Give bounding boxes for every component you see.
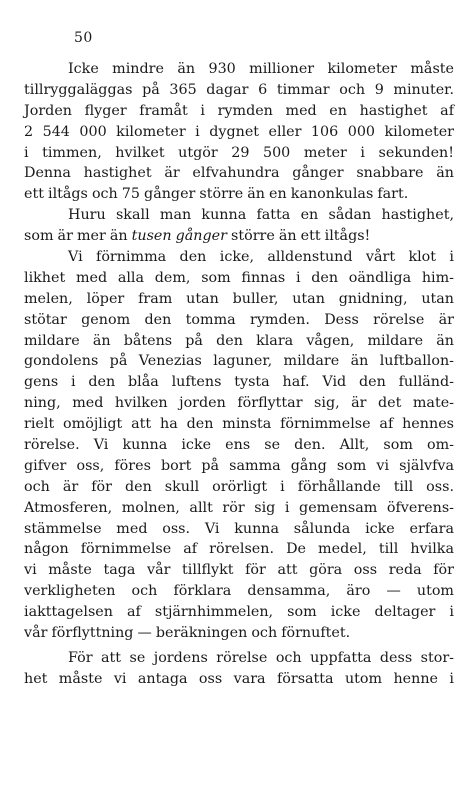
paragraph-1 <box>24 59 454 205</box>
text-line: Icke mindre än 930 millioner kilometer måste <box>68 61 454 77</box>
body-text <box>24 59 454 690</box>
text-line: verkligheten och förklara densamma, äro — utom <box>24 583 454 600</box>
paragraph-3 <box>24 247 454 644</box>
text-line: För att se jordens rörelse och uppfatta dess stor- <box>68 649 454 666</box>
text-fragment: större än ett iltågs! <box>226 228 371 245</box>
text-line: stötar genom den tomma rymden. Dess rörelse är <box>24 311 454 328</box>
text-line: likhet med alla dem, som finnas i den oändliga him- <box>24 269 454 286</box>
text-line: Vi förnimma den icke, alldenstund vårt klot i <box>68 249 454 266</box>
paragraph-2 <box>24 205 454 247</box>
text-line: och är för den skull orörligt i förhållande till oss. <box>24 478 454 495</box>
text-line: gens i den blåa luftens tysta haf. Vid den fulländ- <box>24 374 454 391</box>
text-line: vår förflyttning — beräkningen och förnuftet. <box>24 625 351 642</box>
text-line: gifver oss, föres bort på samma gång som vi självfva <box>24 457 454 474</box>
text-line: tillryggaläggas på 365 dagar 6 timmar och 9 minuter. <box>24 81 454 98</box>
text-line: stämmelse med oss. Vi kunna sålunda icke erfara <box>24 520 454 537</box>
text-line: Jorden flyger framåt i rymden med en hastighet af <box>24 102 454 119</box>
text-line: ett iltågs och 75 gånger större än en kanonkulas fart. <box>24 186 409 203</box>
emphasized-text: tusen gånger <box>131 228 227 245</box>
text-line: Denna hastighet är elfvahundra gånger snabbare än <box>24 165 454 182</box>
text-line: Huru skall man kunna fatta en sådan hastighet, <box>68 207 454 224</box>
text-line: vi måste taga vår tillflykt för att göra oss reda för <box>24 562 454 579</box>
text-line-with-emphasis <box>24 226 454 247</box>
text-line: rörelse. Vi kunna icke ens se den. Allt, som om- <box>24 437 454 454</box>
text-line: iakttagelsen af stjärnhimmelen, som icke deltager i <box>24 604 454 621</box>
text-fragment: som är mer än <box>24 228 132 245</box>
text-line: rielt omöjligt att ha den minsta förnimmelse af hennes <box>24 416 454 433</box>
text-line: mildare än båtens på den klara vågen, mildare än <box>24 332 454 349</box>
text-line: någon förnimmelse af rörelsen. De medel, till hvilka <box>24 541 454 558</box>
text-line: gondolens på Venezias laguner, mildare än luftballon- <box>24 353 454 370</box>
text-line: i timmen, hvilket utgör 29 500 meter i sekunden! <box>24 144 454 161</box>
book-page <box>24 0 454 785</box>
text-line: melen, löper fram utan buller, utan gnidning, utan <box>24 290 454 307</box>
text-line: het måste vi antaga oss vara försatta utom henne i <box>24 670 454 687</box>
text-line: 2 544 000 kilometer i dygnet eller 106 000 kilometer <box>24 123 454 140</box>
paragraph-4 <box>24 648 454 690</box>
text-line: ning, med hvilken jorden förflyttar sig, är det mate- <box>24 395 454 412</box>
page-number: 50 <box>74 30 93 46</box>
text-line: Atmosferen, molnen, allt rör sig i gemensam öfverens- <box>24 499 454 516</box>
